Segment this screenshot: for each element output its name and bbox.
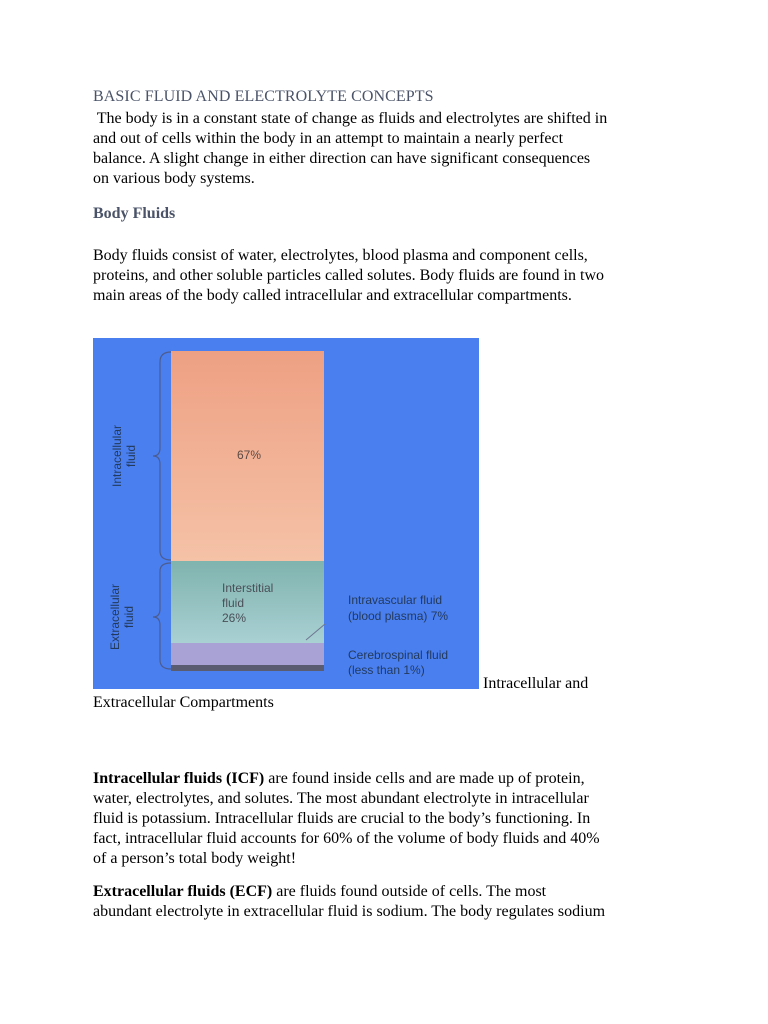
icf-line: fact, intracellular fluid accounts for 60% of the volume of body fluids and 40%	[93, 830, 600, 847]
icf-first-line-text: are found inside cells and are made up of protein,	[264, 770, 585, 787]
fluid-compartments-diagram	[93, 338, 479, 689]
intro-paragraph	[93, 109, 683, 189]
body-fluids-line: Body fluids consist of water, electrolytes, blood plasma and component cells,	[93, 247, 588, 264]
icf-line: water, electrolytes, and solutes. The most abundant electrolyte in intracellular	[93, 790, 589, 807]
icf-line: of a person’s total body weight!	[93, 850, 297, 867]
ecf-brace	[153, 563, 171, 669]
interstitial-bar-segment	[171, 561, 324, 643]
body-fluids-paragraph	[93, 246, 683, 306]
ecf-term: Extracellular fluids (ECF)	[93, 883, 273, 900]
body-fluids-line: main areas of the body called intracellular and extracellular compartments.	[93, 287, 572, 304]
section-heading-body-fluids: Body Fluids	[93, 205, 176, 222]
ecf-first-line-text: are fluids found outside of cells. The most	[272, 883, 547, 900]
intravascular-label-line2: (blood plasma) 7%	[348, 609, 449, 623]
ecf-line: abundant electrolyte in extracellular fluid is sodium. The body regulates sodium	[93, 903, 606, 920]
interstitial-label-line2: fluid	[222, 596, 245, 610]
document-heading: BASIC FLUID AND ELECTROLYTE CONCEPTS	[93, 88, 434, 105]
figure-caption-part2: Extracellular Compartments	[93, 694, 274, 711]
ecf-paragraph	[93, 882, 683, 922]
csf-label-line2: (less than 1%)	[348, 663, 425, 677]
interstitial-value-label: 26%	[222, 611, 247, 625]
fluid-compartments-figure	[93, 338, 479, 689]
figure-caption-part1: Intracellular and	[483, 675, 589, 692]
icf-side-label-line1: Intracellular	[110, 424, 124, 488]
ecf-side-label-line1: Extracellular	[108, 583, 122, 651]
csf-label-line1: Cerebrospinal fluid	[348, 648, 449, 662]
ecf-side-label-line2: fluid	[122, 605, 136, 629]
intro-line: and out of cells within the body in an attempt to maintain a nearly perfect	[93, 130, 564, 147]
ecf-first-line	[93, 882, 683, 902]
body-fluids-line: proteins, and other soluble particles called solutes. Body fluids are found in two	[93, 267, 604, 284]
intro-line: balance. A slight change in either direction can have significant consequences	[93, 150, 591, 167]
intro-line: The body is in a constant state of change as fluids and electrolytes are shifted in	[93, 110, 608, 127]
icf-side-label-line2: fluid	[124, 444, 138, 468]
intro-line: on various body systems.	[93, 170, 255, 187]
icf-value-label: 67%	[236, 448, 262, 462]
icf-line: fluid is potassium. Intracellular fluids are crucial to the body’s functioning. In	[93, 810, 591, 827]
icf-term: Intracellular fluids (ICF)	[93, 770, 265, 787]
icf-paragraph	[93, 769, 683, 869]
intravascular-bar-segment	[171, 643, 324, 665]
interstitial-label-line1: Interstitial	[222, 581, 274, 595]
csf-bar-segment	[171, 665, 324, 671]
intravascular-label-line1: Intravascular fluid	[348, 593, 443, 607]
icf-brace	[153, 352, 171, 560]
icf-first-line	[93, 769, 683, 789]
